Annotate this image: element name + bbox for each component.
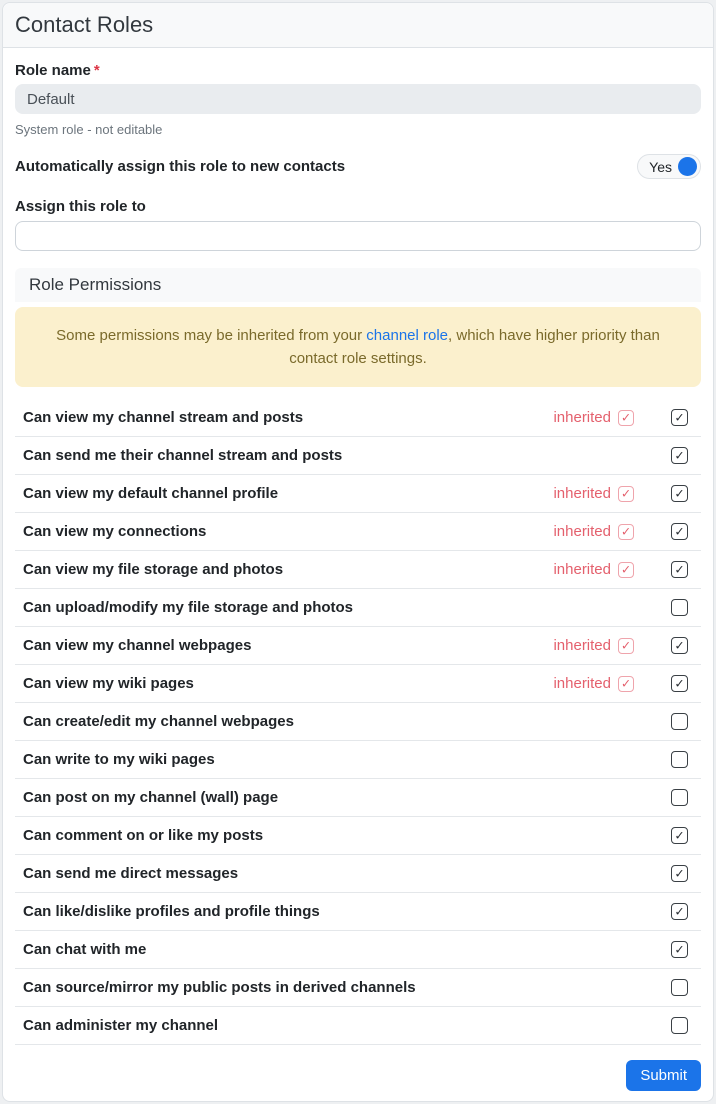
inherited-indicator	[553, 523, 634, 540]
permissions-list	[15, 399, 701, 1045]
permission-checkbox[interactable]: ✓	[671, 561, 688, 578]
permission-label: Can view my wiki pages	[23, 675, 194, 692]
permission-row	[15, 627, 701, 665]
permission-label: Can source/mirror my public posts in derived channels	[23, 979, 416, 996]
permission-checkbox[interactable]	[671, 979, 688, 996]
permission-label: Can comment on or like my posts	[23, 827, 264, 844]
permission-checkbox[interactable]	[671, 789, 688, 806]
inherited-label: inherited	[553, 409, 611, 426]
role-name-label-text: Role name	[15, 62, 91, 79]
inherited-checkbox-icon: ✓	[618, 676, 634, 692]
inherited-permissions-notice	[15, 307, 701, 387]
role-permissions-title: Role Permissions	[29, 275, 162, 294]
permission-row	[15, 969, 701, 1007]
permission-checkbox[interactable]: ✓	[671, 409, 688, 426]
auto-assign-toggle-state: Yes	[649, 158, 672, 175]
permission-row	[15, 665, 701, 703]
permission-row	[15, 817, 701, 855]
permission-checkbox[interactable]	[671, 713, 688, 730]
submit-button[interactable]: Submit	[626, 1060, 701, 1091]
panel-header	[3, 3, 713, 48]
inherited-indicator	[553, 409, 634, 426]
auto-assign-label: Automatically assign this role to new contacts	[15, 158, 346, 175]
permission-row	[15, 513, 701, 551]
role-name-label	[15, 62, 701, 79]
permission-row	[15, 931, 701, 969]
permission-row	[15, 703, 701, 741]
submit-row	[3, 1045, 713, 1091]
panel-body	[3, 48, 713, 1101]
permission-checkbox[interactable]: ✓	[671, 637, 688, 654]
permission-checkbox[interactable]: ✓	[671, 523, 688, 540]
permission-label: Can view my connections	[23, 523, 207, 540]
role-name-input[interactable]	[15, 84, 701, 114]
permission-row	[15, 475, 701, 513]
permission-label: Can view my default channel profile	[23, 485, 279, 502]
toggle-knob-icon	[678, 157, 697, 176]
inherited-label: inherited	[553, 561, 611, 578]
auto-assign-toggle[interactable]	[637, 154, 701, 179]
permission-label: Can upload/modify my file storage and photos	[23, 599, 354, 616]
inherited-checkbox-icon: ✓	[618, 524, 634, 540]
permission-checkbox[interactable]: ✓	[671, 827, 688, 844]
permission-row	[15, 437, 701, 475]
inherited-checkbox-icon: ✓	[618, 486, 634, 502]
inherited-indicator	[553, 485, 634, 502]
permission-row	[15, 741, 701, 779]
permission-row	[15, 399, 701, 437]
permission-checkbox[interactable]: ✓	[671, 941, 688, 958]
permission-label: Can view my channel webpages	[23, 637, 252, 654]
role-permissions-section-header	[15, 268, 701, 302]
permission-label: Can administer my channel	[23, 1017, 219, 1034]
permission-row	[15, 855, 701, 893]
notice-text-before: Some permissions may be inherited from your	[56, 327, 367, 344]
permission-checkbox[interactable]: ✓	[671, 675, 688, 692]
required-asterisk: *	[93, 62, 100, 79]
inherited-checkbox-icon: ✓	[618, 638, 634, 654]
contact-roles-panel	[2, 2, 714, 1102]
permission-row	[15, 551, 701, 589]
permission-row	[15, 893, 701, 931]
assign-to-label: Assign this role to	[15, 198, 146, 215]
auto-assign-row	[15, 154, 701, 179]
permission-checkbox[interactable]: ✓	[671, 903, 688, 920]
permission-label: Can send me direct messages	[23, 865, 239, 882]
notice-text-after: , which have higher priority than contact role settings.	[289, 327, 660, 367]
permission-checkbox[interactable]: ✓	[671, 485, 688, 502]
permission-checkbox[interactable]: ✓	[671, 865, 688, 882]
permission-checkbox[interactable]	[671, 1017, 688, 1034]
permission-label: Can send me their channel stream and posts	[23, 447, 343, 464]
permission-label: Can create/edit my channel webpages	[23, 713, 294, 730]
permission-checkbox[interactable]: ✓	[671, 447, 688, 464]
permission-row	[15, 779, 701, 817]
permission-label: Can chat with me	[23, 941, 147, 958]
permission-checkbox[interactable]	[671, 751, 688, 768]
permission-label: Can like/dislike profiles and profile things	[23, 903, 320, 920]
assign-to-input[interactable]	[15, 221, 701, 251]
inherited-label: inherited	[553, 485, 611, 502]
channel-role-link[interactable]: channel role	[366, 327, 449, 344]
inherited-indicator	[553, 675, 634, 692]
permission-label: Can write to my wiki pages	[23, 751, 215, 768]
permission-label: Can view my channel stream and posts	[23, 409, 304, 426]
inherited-label: inherited	[553, 637, 611, 654]
permission-checkbox[interactable]	[671, 599, 688, 616]
inherited-checkbox-icon: ✓	[618, 562, 634, 578]
permission-label: Can view my file storage and photos	[23, 561, 284, 578]
inherited-indicator	[553, 637, 634, 654]
permission-row	[15, 589, 701, 627]
role-name-help-text: System role - not editable	[15, 122, 163, 137]
inherited-indicator	[553, 561, 634, 578]
page-title: Contact Roles	[15, 12, 154, 37]
permission-row	[15, 1007, 701, 1045]
permission-label: Can post on my channel (wall) page	[23, 789, 279, 806]
inherited-label: inherited	[553, 675, 611, 692]
inherited-label: inherited	[553, 523, 611, 540]
inherited-checkbox-icon: ✓	[618, 410, 634, 426]
